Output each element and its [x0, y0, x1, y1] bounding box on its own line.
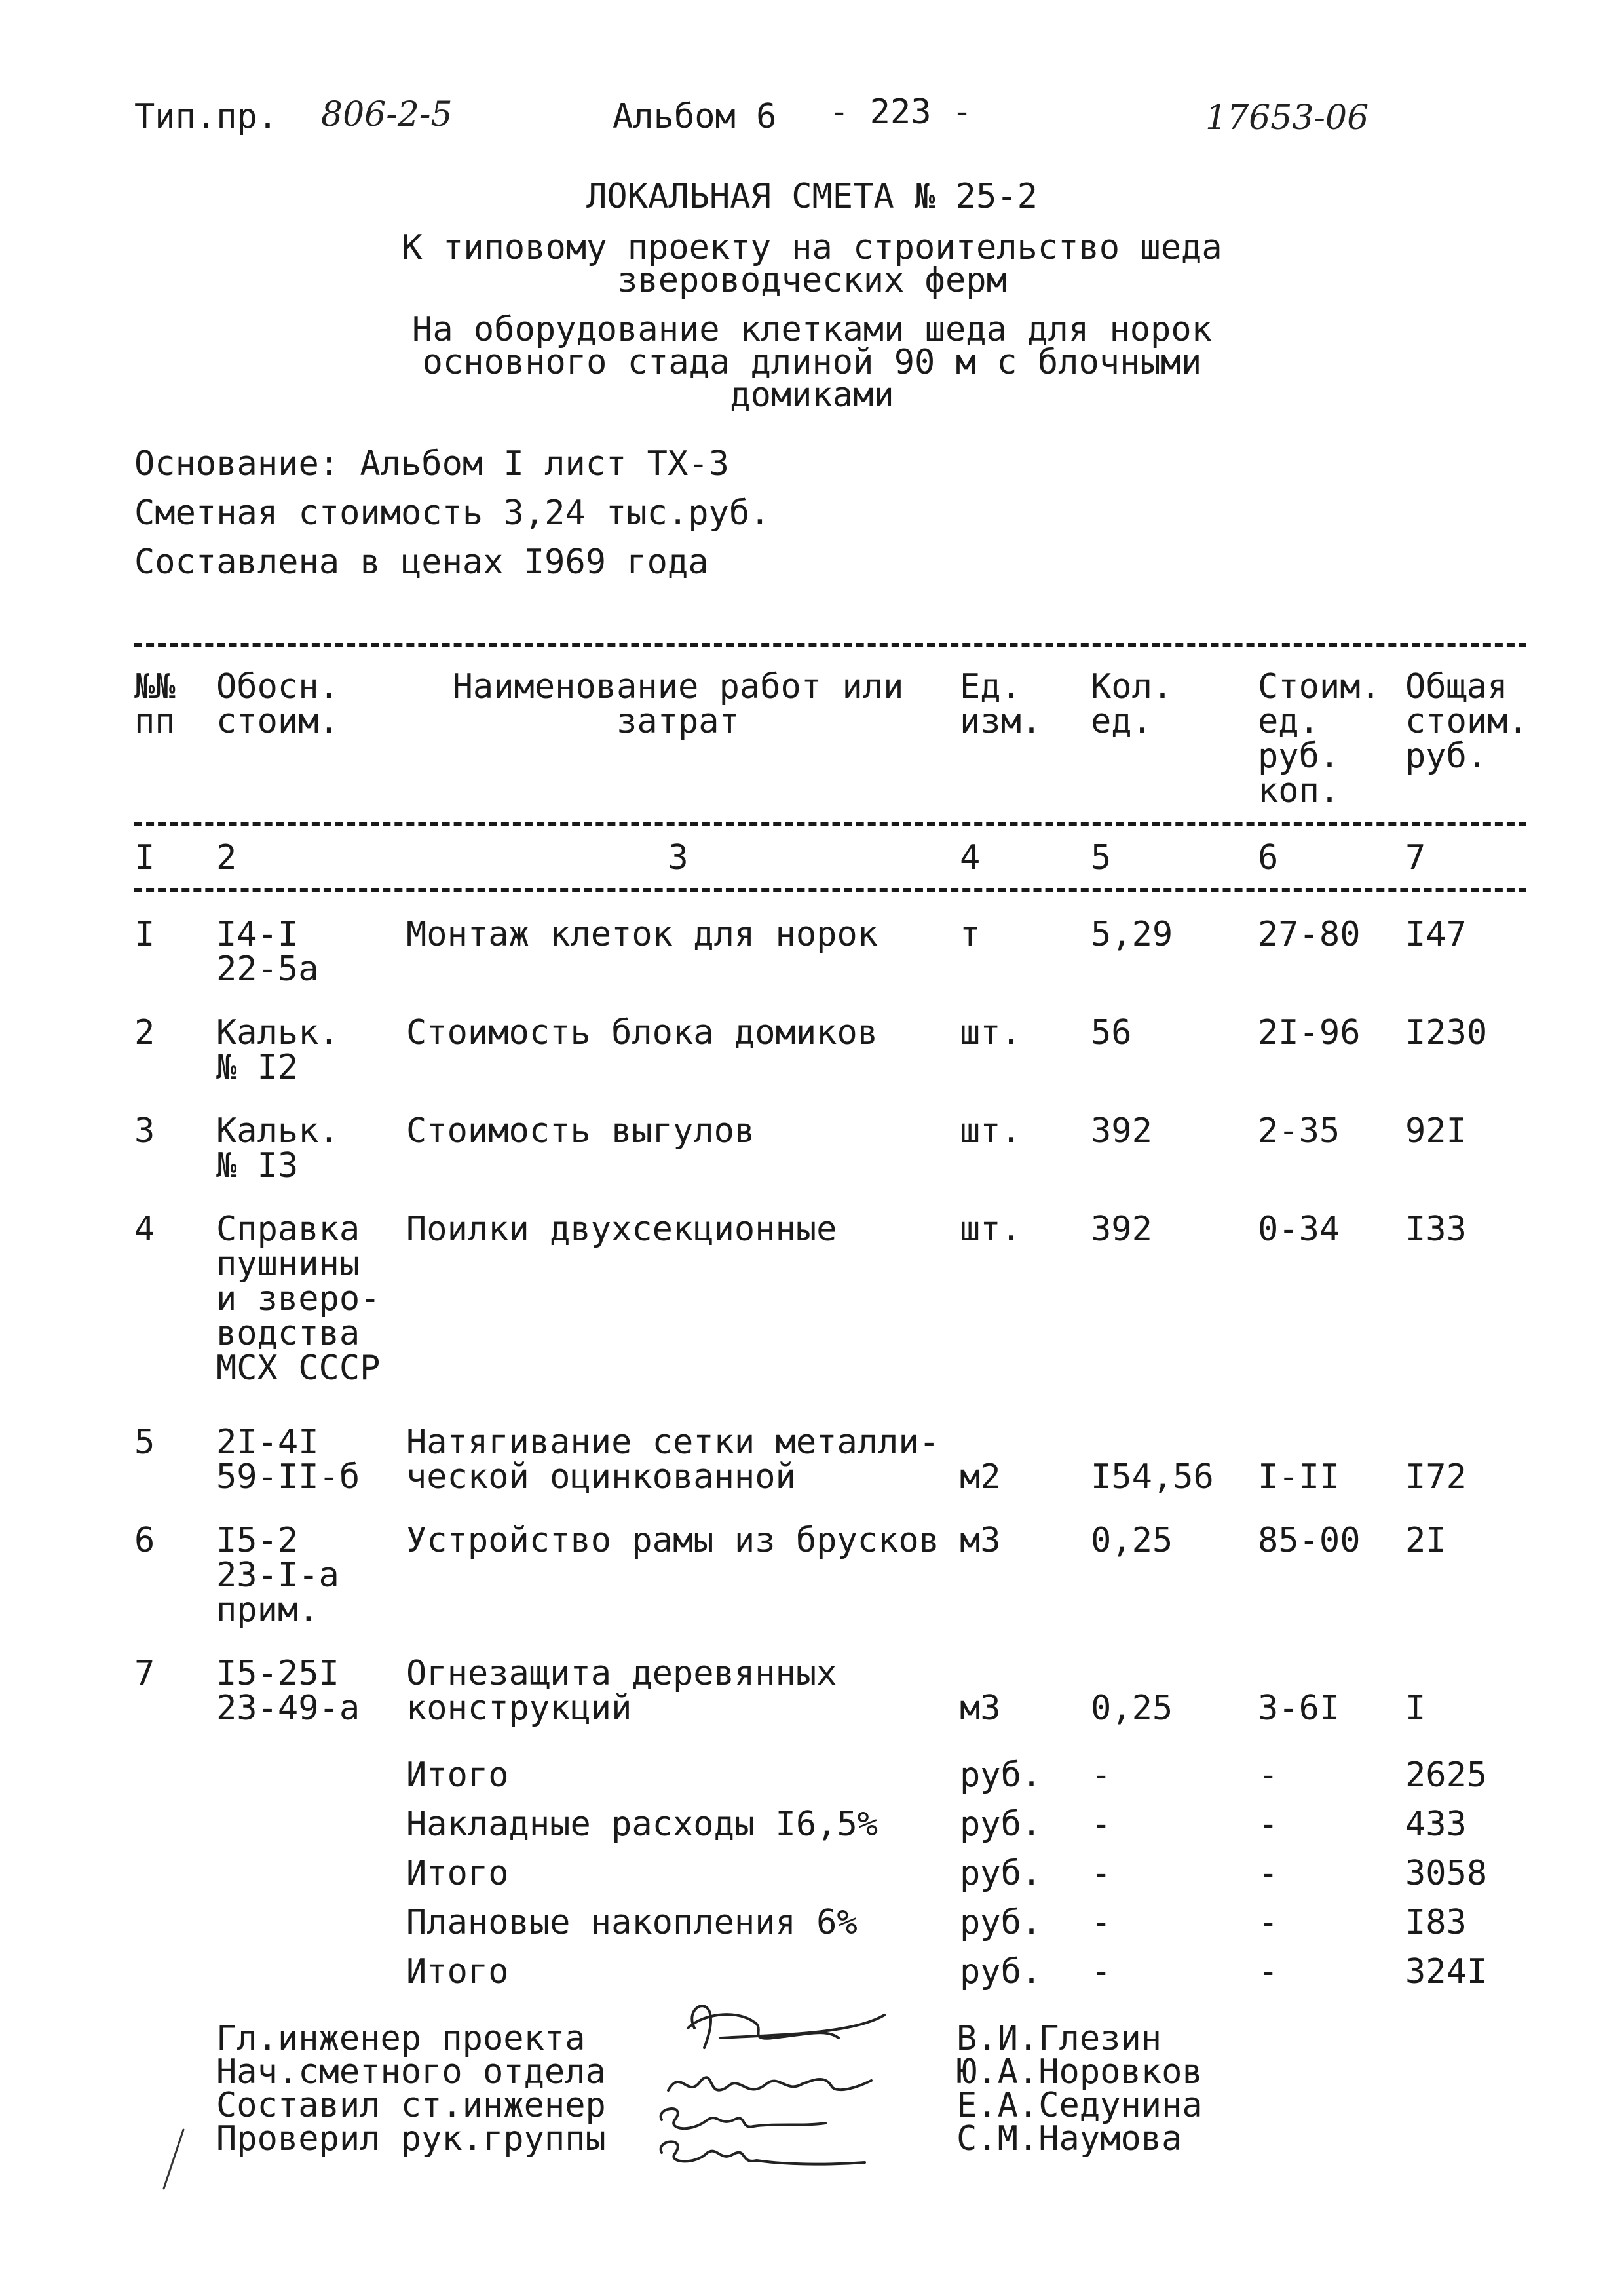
- colnum-3: 3: [668, 838, 689, 877]
- row-price: 27-80: [1258, 915, 1361, 954]
- row-number: 3: [134, 1111, 155, 1151]
- summary-name: Накладные расходы I6,5%: [406, 1805, 878, 1844]
- row-name: Поилки двухсекционные: [406, 1210, 837, 1249]
- row-price: 3-6I: [1258, 1689, 1340, 1728]
- row-basis: I4-I 22-5a: [216, 915, 319, 989]
- row-total: I47: [1405, 915, 1467, 954]
- signature-sedunina: [661, 2109, 825, 2128]
- row-name: Стоимость блока домиков: [406, 1013, 878, 1052]
- doc-number: 17653-06: [1205, 98, 1369, 138]
- row-number: 5: [134, 1423, 155, 1462]
- summary-price: -: [1258, 1854, 1279, 1893]
- colnum-6: 6: [1258, 838, 1279, 877]
- row-unit: шт.: [960, 1111, 1021, 1151]
- header-col-basis: Обосн. стоим.: [216, 667, 339, 741]
- header-col-total: Общая стоим. руб.: [1405, 667, 1528, 776]
- summary-unit: руб.: [960, 1755, 1042, 1795]
- row-qty: 392: [1091, 1111, 1152, 1151]
- row-qty: I54,56: [1091, 1457, 1214, 1497]
- row-qty: 0,25: [1091, 1521, 1173, 1560]
- summary-total: 2625: [1405, 1755, 1488, 1795]
- summary-unit: руб.: [960, 1805, 1042, 1844]
- row-unit: м3: [960, 1689, 1001, 1728]
- row-price: 2I-96: [1258, 1013, 1361, 1052]
- summary-price: -: [1258, 1755, 1279, 1795]
- row-name: Огнезащита деревянных конструкций: [406, 1654, 837, 1728]
- header-col-number: №№ пп: [134, 667, 176, 741]
- margin-mark: [157, 2123, 197, 2195]
- row-number: 7: [134, 1654, 155, 1693]
- summary-name: Итого: [406, 1755, 509, 1795]
- summary-price: -: [1258, 1805, 1279, 1844]
- signature-name: Ю.А.Норовков: [956, 2052, 1203, 2092]
- handwritten-signatures: [642, 1976, 917, 2172]
- row-basis: 2I-4I 59-II-б: [216, 1423, 360, 1497]
- summary-qty: -: [1091, 1903, 1112, 1942]
- colnum-2: 2: [216, 838, 237, 877]
- summary-total: 3058: [1405, 1854, 1488, 1893]
- row-price: 2-35: [1258, 1111, 1340, 1151]
- summary-unit: руб.: [960, 1952, 1042, 1991]
- row-unit: м3: [960, 1521, 1001, 1560]
- header-col-name: Наименование работ или затрат: [452, 667, 904, 741]
- signature-role: Гл.инженер проекта: [216, 2019, 586, 2058]
- row-unit: шт.: [960, 1013, 1021, 1052]
- title-line-3: На оборудование клетками шеда для норок: [412, 310, 1212, 349]
- signature-norovkov: [668, 2077, 871, 2090]
- summary-total: I83: [1405, 1903, 1467, 1942]
- row-qty: 5,29: [1091, 915, 1173, 954]
- row-unit: т: [960, 915, 981, 954]
- prices-line: Составлена в ценах I969 года: [134, 543, 709, 582]
- row-total: 2I: [1405, 1521, 1446, 1560]
- row-number: 4: [134, 1210, 155, 1249]
- row-qty: 392: [1091, 1210, 1152, 1249]
- colnum-4: 4: [960, 838, 981, 877]
- signature-name: Е.А.Седунина: [956, 2086, 1203, 2125]
- table-top-divider: [134, 643, 1526, 647]
- cost-line: Сметная стоимость 3,24 тыс.руб.: [134, 493, 770, 533]
- summary-name: Итого: [406, 1854, 509, 1893]
- title-line-4: основного стада длиной 90 м с блочными: [422, 343, 1202, 382]
- basis-line: Основание: Альбом I лист ТХ-3: [134, 444, 729, 484]
- header-col-qty: Кол. ед.: [1091, 667, 1173, 741]
- row-basis: Справка пушнины и зверо- водства МСХ СССР: [216, 1210, 381, 1388]
- row-name: Монтаж клеток для норок: [406, 915, 878, 954]
- summary-total: 324I: [1405, 1952, 1488, 1991]
- row-number: 2: [134, 1013, 155, 1052]
- title-line-2: звероводческих ферм: [617, 261, 1007, 300]
- row-basis: Кальк. № I3: [216, 1111, 339, 1185]
- document-title: ЛОКАЛЬНАЯ СМЕТА № 25-2: [586, 177, 1038, 216]
- signature-naumova: [661, 2141, 865, 2164]
- title-line-5: домиками: [730, 375, 894, 415]
- row-qty: 0,25: [1091, 1689, 1173, 1728]
- row-name: Устройство рамы из брусков: [406, 1521, 939, 1560]
- row-total: 92I: [1405, 1111, 1467, 1151]
- row-price: 85-00: [1258, 1521, 1361, 1560]
- row-unit: шт.: [960, 1210, 1021, 1249]
- album-label: Альбом 6: [613, 97, 777, 136]
- summary-unit: руб.: [960, 1854, 1042, 1893]
- summary-name: Плановые накопления 6%: [406, 1903, 858, 1942]
- signature-name: С.М.Наумова: [956, 2119, 1182, 2158]
- signature-glezin: [688, 2006, 884, 2048]
- row-basis: Кальк. № I2: [216, 1013, 339, 1087]
- row-total: I33: [1405, 1210, 1467, 1249]
- row-total: I: [1405, 1689, 1426, 1728]
- title-line-1: К типовому проекту на строительство шеда: [402, 228, 1222, 267]
- summary-total: 433: [1405, 1805, 1467, 1844]
- header-col-unit: Ед. изм.: [960, 667, 1042, 741]
- row-qty: 56: [1091, 1013, 1132, 1052]
- column-numbers-divider: [134, 888, 1526, 892]
- row-basis: I5-2 23-I-a прим.: [216, 1521, 339, 1630]
- row-price: 0-34: [1258, 1210, 1340, 1249]
- summary-price: -: [1258, 1952, 1279, 1991]
- colnum-7: 7: [1405, 838, 1426, 877]
- summary-qty: -: [1091, 1854, 1112, 1893]
- type-label: Тип.пр.: [134, 97, 278, 136]
- header-divider: [134, 822, 1526, 826]
- summary-qty: -: [1091, 1755, 1112, 1795]
- summary-unit: руб.: [960, 1903, 1042, 1942]
- summary-qty: -: [1091, 1805, 1112, 1844]
- signature-role: Нач.сметного отдела: [216, 2052, 606, 2092]
- signature-role: Проверил рук.группы: [216, 2119, 606, 2158]
- summary-name: Итого: [406, 1952, 509, 1991]
- project-code: 806-2-5: [321, 95, 453, 134]
- row-number: I: [134, 915, 155, 954]
- summary-qty: -: [1091, 1952, 1112, 1991]
- signature-role: Составил ст.инженер: [216, 2086, 606, 2125]
- row-unit: м2: [960, 1457, 1001, 1497]
- row-number: 6: [134, 1521, 155, 1560]
- page-number: - 223 -: [829, 92, 973, 132]
- summary-price: -: [1258, 1903, 1279, 1942]
- row-price: I-II: [1258, 1457, 1340, 1497]
- signature-name: В.И.Глезин: [956, 2019, 1162, 2058]
- colnum-1: I: [134, 838, 155, 877]
- colnum-5: 5: [1091, 838, 1112, 877]
- row-basis: I5-25I 23-49-a: [216, 1654, 360, 1728]
- header-col-price: Стоим. ед. руб. коп.: [1258, 667, 1381, 811]
- row-total: I72: [1405, 1457, 1467, 1497]
- row-name: Натягивание сетки металли- ческой оцинкованной: [406, 1423, 939, 1497]
- row-total: I230: [1405, 1013, 1488, 1052]
- row-name: Стоимость выгулов: [406, 1111, 755, 1151]
